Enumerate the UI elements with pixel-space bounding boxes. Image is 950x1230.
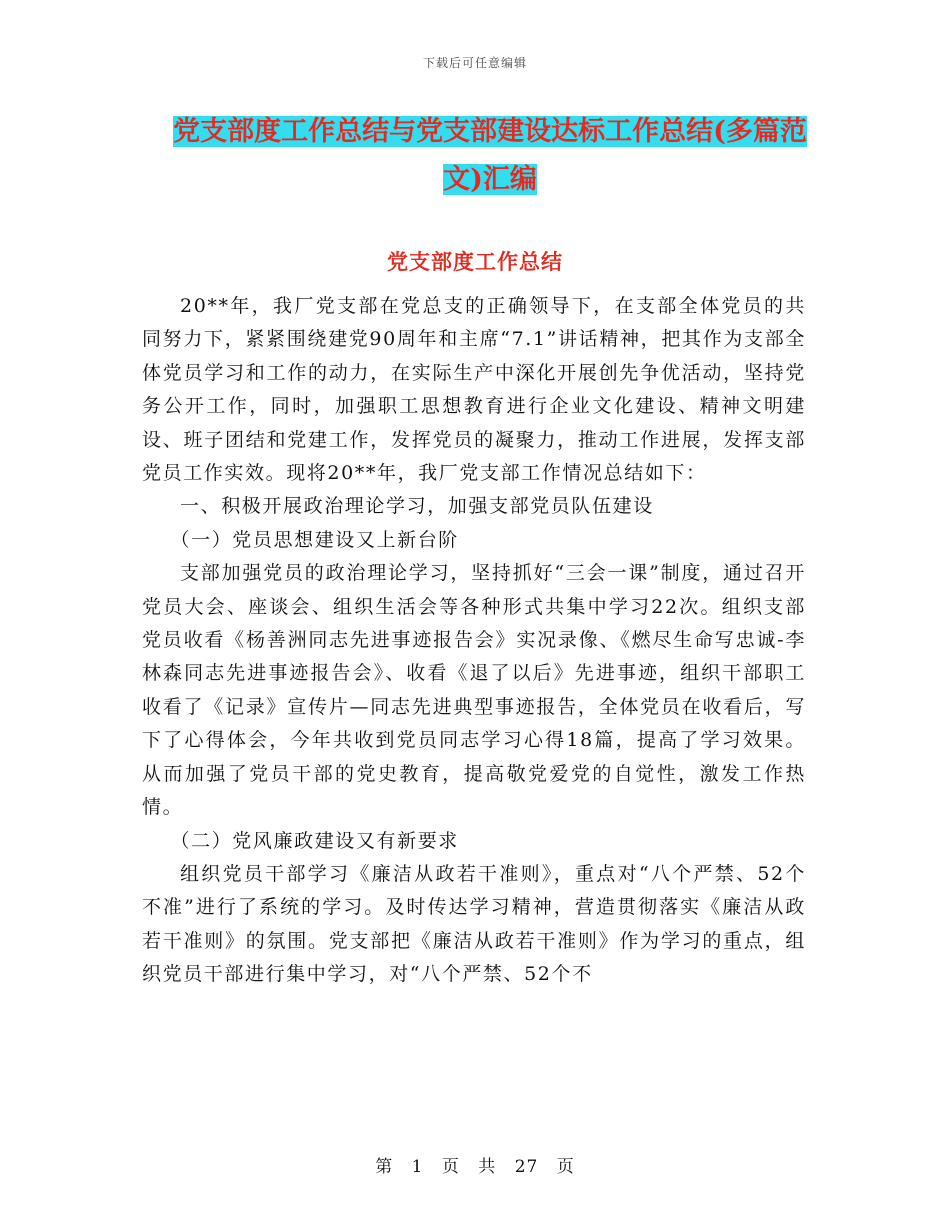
paragraph-integrity: 组织党员干部学习《廉洁从政若干准则》，重点对“八个严禁、52个不准”进行了系统的学习。及时传达学习精神，营造贯彻落实《廉洁从政若干准则》的氛围。党支部把《廉洁从政若干准则》作为学习的重点，组织党员干部进行集中学习，对“八个严禁、52个不 <box>142 862 806 986</box>
footer-current-page: 1 <box>411 1157 424 1177</box>
document-title <box>140 108 840 204</box>
paragraph-intro: 20**年，我厂党支部在党总支的正确领导下，在支部全体党员的共同努力下，紧紧围绕建党90周年和主席“7.1”讲话精神，把其作为支部全体党员学习和工作的动力，在实际生产中深化开展创先争优活动，坚持党务公开工作，同时，加强职工思想教育进行企业文化建设、精神文明建设、班子团结和党建工作，发挥党员的凝聚力，推动工作进展，发挥支部党员工作实效。现将20**年，我厂党支部工作情况总结如下： <box>142 295 806 485</box>
subheading-2: （二）党风廉政建设又有新要求 <box>170 829 459 852</box>
subheading-1: （一）党员思想建设又上新台阶 <box>170 528 459 551</box>
footer-label-unit-2: 页 <box>556 1157 575 1177</box>
document-title-line-1: 党支部度工作总结与党支部建设达标工作总结(多篇范 <box>173 116 807 147</box>
page-number-footer <box>0 1152 950 1177</box>
section-title: 党支部度工作总结 <box>387 249 563 274</box>
document-title-line-2: 文)汇编 <box>443 164 537 195</box>
footer-total-pages: 27 <box>514 1157 539 1177</box>
footer-label-page: 第 <box>375 1157 394 1177</box>
paragraph-study: 支部加强党员的政治理论学习，坚持抓好“三会一课”制度，通过召开党员大会、座谈会、组织生活会等各种形式共集中学习22次。组织支部党员收看《杨善洲同志先进事迹报告会》实况录像、《燃尽生命写忠诚-李林森同志先进事迹报告会》、收看《退了以后》先进事迹，组织干部职工收看了《记录》宣传片—同志先进典型事迹报告，全体党员在收看后，写下了心得体会，今年共收到党员同志学习心得18篇，提高了学习效果。从而加强了党员干部的党史教育，提高敬党爱党的自觉性，激发工作热情。 <box>142 562 806 819</box>
footer-label-unit: 页 <box>441 1157 460 1177</box>
body-text <box>142 290 806 992</box>
footer-label-total: 共 <box>478 1157 497 1177</box>
heading-1: 一、积极开展政治理论学习，加强支部党员队伍建设 <box>180 495 654 518</box>
header-note: 下载后可任意编辑 <box>422 56 527 70</box>
